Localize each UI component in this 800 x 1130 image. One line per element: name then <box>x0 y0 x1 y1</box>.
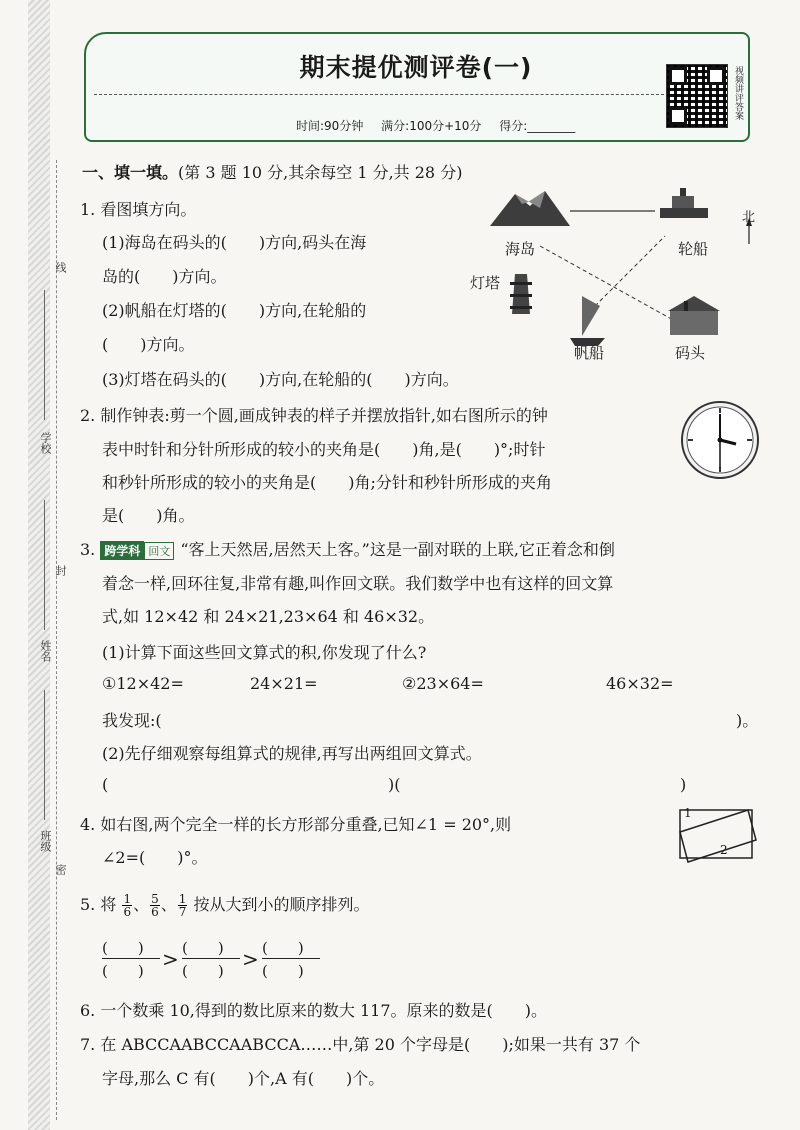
q3-blank-open: ( <box>102 775 109 794</box>
label-ship: 轮船 <box>678 240 709 258</box>
q5-suffix: 按从大到小的顺序排列。 <box>193 895 370 914</box>
clock-figure <box>678 398 762 482</box>
island-icon <box>490 191 570 226</box>
q4-line2: ∠2=( )°。 <box>102 848 208 867</box>
exam-meta <box>296 117 589 134</box>
answer-den-1[interactable]: ( ) <box>102 962 144 980</box>
q1-stem: 1. 看图填方向。 <box>80 200 197 219</box>
answer-num-3[interactable]: ( ) <box>262 939 304 957</box>
dock-icon <box>668 296 720 335</box>
full-score-info: 满分:100分+10分 <box>381 119 482 133</box>
q2-line4: 是( )角。 <box>102 506 195 525</box>
q4-line1: 4. 如右图,两个完全一样的长方形部分重叠,已知∠1 = 20°,则 <box>80 815 512 834</box>
q1-line1: (1)海岛在码头的( )方向,码头在海 <box>102 233 367 252</box>
section-note: (第 3 题 10 分,其余每空 1 分,共 28 分) <box>178 163 463 182</box>
cut-line <box>56 160 57 1120</box>
q3-line3: 式,如 12×42 和 24×21,23×64 和 46×32。 <box>102 607 435 626</box>
answer-den-2[interactable]: ( ) <box>182 962 224 980</box>
label-north: 北 <box>742 210 756 225</box>
q2-line2: 表中时针和分针所形成的较小的夹角是( )角,是( )°;时针 <box>102 440 546 459</box>
q3-text1: “客上天然居,居然天上客。”这是一副对联的上联,它正着念和倒 <box>180 540 615 559</box>
fraction-1-6: $\frac{1}{6}$ <box>123 892 132 919</box>
binding-school-label: 学校 <box>39 432 52 454</box>
q3-number: 3. <box>80 540 96 559</box>
q3-expr2: 24×21= <box>250 674 318 693</box>
q5-prefix: 5. 将 <box>80 895 117 914</box>
gt-sign-1: > <box>162 947 179 971</box>
q3-discovery-end: )。 <box>736 711 759 730</box>
answer-num-1[interactable]: ( ) <box>102 939 144 957</box>
direction-map <box>470 186 770 366</box>
q6-line1: 6. 一个数乘 10,得到的数比原来的数大 117。原来的数是( )。 <box>80 1001 547 1020</box>
name-line <box>44 500 45 630</box>
binding-hatch <box>28 0 50 1130</box>
binding-mi: 密 <box>54 864 67 875</box>
angle-2-label: 2 <box>720 843 728 857</box>
sailboat-icon <box>570 296 605 346</box>
q3-blank-mid: )( <box>388 775 401 794</box>
q3-expr1: ①12×42= <box>102 674 184 693</box>
q3-line1 <box>80 537 615 560</box>
binding-xian: 线 <box>54 262 67 273</box>
palindrome-tag: 回文 <box>144 542 174 560</box>
qr-code[interactable] <box>666 64 728 128</box>
label-dock: 码头 <box>675 344 706 362</box>
cross-subject-tag: 跨学科 <box>100 541 144 560</box>
label-lighthouse: 灯塔 <box>470 274 501 292</box>
q3-line6: (2)先仔细观察每组算式的规律,再写出两组回文算式。 <box>102 744 482 763</box>
q3-line2: 着念一样,回环往复,非常有趣,叫作回文联。我们数学中也有这样的回文算 <box>102 574 614 593</box>
section-1-title <box>82 160 462 183</box>
q5-line1: 5. 将 $\frac{1}{6}$、 $\frac{5}{6}$、 $\frac{1}{7}$ 按从大到小的顺序排列。 <box>80 892 370 919</box>
fraction-5-6: $\frac{5}{6}$ <box>151 892 159 919</box>
q1-line3: (2)帆船在灯塔的( )方向,在轮船的 <box>102 301 367 320</box>
label-sailboat: 帆船 <box>574 344 605 362</box>
binding-class-label: 班级 <box>39 830 52 852</box>
q1-line5: (3)灯塔在码头的( )方向,在轮船的( )方向。 <box>102 370 459 389</box>
q7-line1: 7. 在 ABCCAABCCAABCCA……中,第 20 个字母是( );如果一共有 37 个 <box>80 1035 641 1054</box>
q1-line2: 岛的( )方向。 <box>102 267 227 286</box>
qr-caption: 视频讲评答案 <box>733 66 743 120</box>
label-island: 海岛 <box>505 240 536 258</box>
exam-title: 期末提优测评卷(一) <box>299 53 533 82</box>
q1-line4: ( )方向。 <box>102 335 195 354</box>
lighthouse-icon <box>510 274 532 314</box>
q2-line3: 和秒针所形成的较小的夹角是( )角;分针和秒针所形成的夹角 <box>102 473 552 492</box>
binding-name-label: 姓名 <box>39 640 52 662</box>
class-line <box>44 690 45 820</box>
fraction-1-7: $\frac{1}{7}$ <box>178 892 187 919</box>
gt-sign-2: > <box>242 947 259 971</box>
q3-blank-close: ) <box>680 775 687 794</box>
school-line <box>44 290 45 420</box>
ship-icon <box>660 188 708 218</box>
q3-discovery: 我发现:( <box>102 711 162 730</box>
binding-margin <box>0 0 70 1130</box>
answer-den-3[interactable]: ( ) <box>262 962 304 980</box>
time-info: 时间:90分钟 <box>296 119 364 133</box>
exam-header <box>84 32 750 142</box>
angle-1-label: 1 <box>684 806 692 820</box>
q3-expr4: 46×32= <box>606 674 674 693</box>
section-heading: 一、填一填。 <box>82 163 179 182</box>
q7-line2: 字母,那么 C 有( )个,A 有( )个。 <box>102 1069 385 1088</box>
score-field[interactable]: 得分:________ <box>499 119 576 133</box>
q2-line1: 2. 制作钟表:剪一个圆,画成钟表的样子并摆放指针,如右图所示的钟 <box>80 406 548 425</box>
header-divider <box>94 94 664 95</box>
q3-expr3: ②23×64= <box>402 674 484 693</box>
binding-feng: 封 <box>54 565 67 576</box>
q3-line4: (1)计算下面这些回文算式的积,你发现了什么? <box>102 643 427 662</box>
answer-num-2[interactable]: ( ) <box>182 939 224 957</box>
